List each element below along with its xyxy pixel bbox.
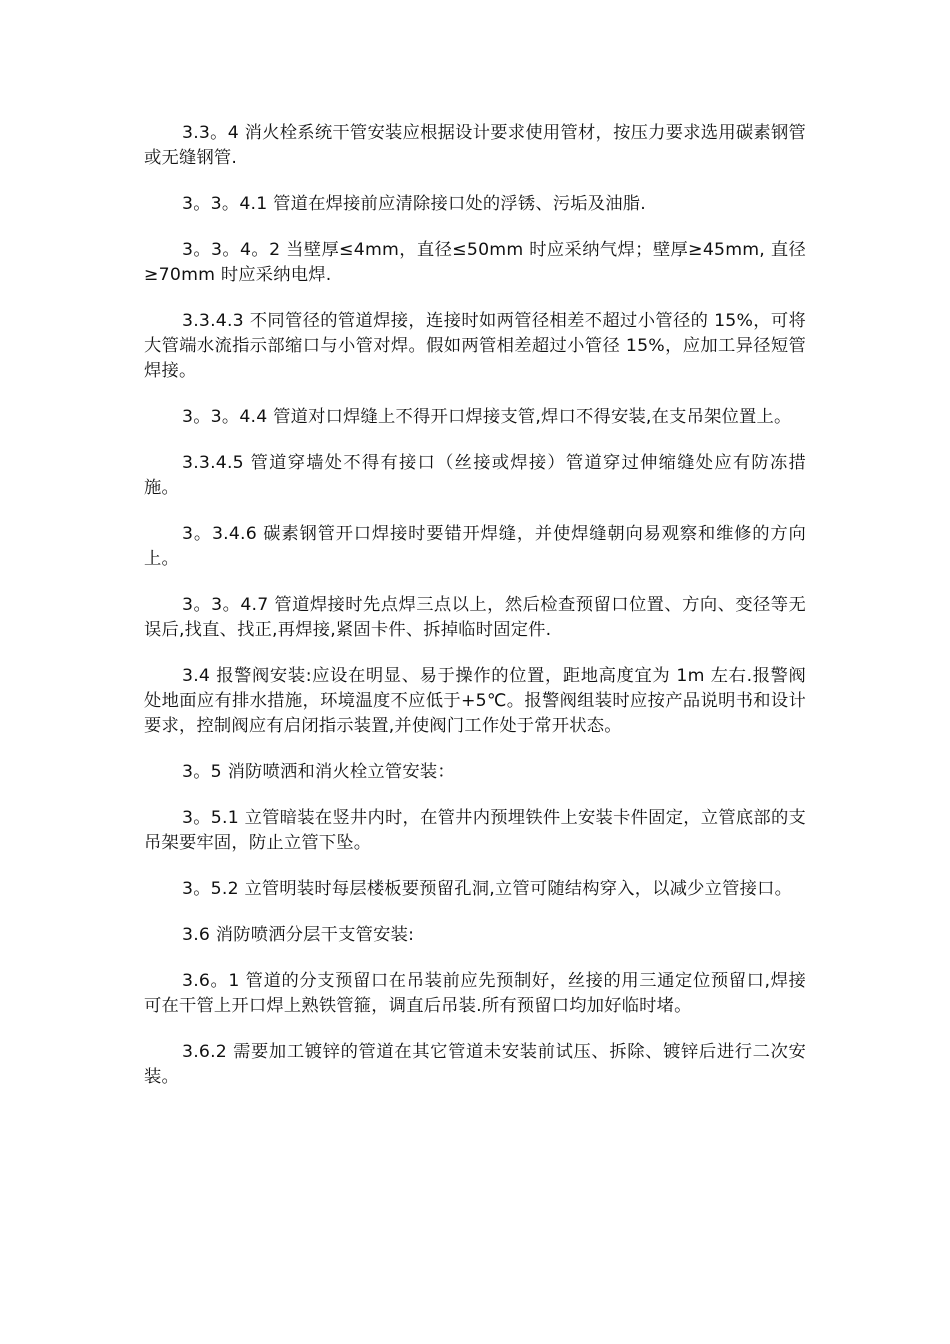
paragraph-3-5-1: 3。5.1 立管暗装在竖井内时，在管井内预埋铁件上安装卡件固定，立管底部的支吊架要牢固，防止立管下坠。 bbox=[144, 808, 806, 853]
paragraph-3-4: 3.4 报警阀安装:应设在明显、易于操作的位置，距地高度宜为 1m 左右.报警阀处地面应有排水措施，环境温度不应低于+5℃。报警阀组装时应按产品说明书和设计要求，控制阀应有启闭指示装置,并使阀门工作处于常开状态。 bbox=[144, 666, 806, 736]
paragraph-3-3-4-7: 3。3。4.7 管道焊接时先点焊三点以上，然后检查预留口位置、方向、变径等无误后,找直、找正,再焊接,紧固卡件、拆掉临时固定件. bbox=[144, 595, 806, 640]
paragraph-3-3-4-1: 3。3。4.1 管道在焊接前应清除接口处的浮锈、污垢及油脂. bbox=[182, 194, 646, 214]
paragraph-3-3-4: 3.3。4 消火栓系统干管安装应根据设计要求使用管材，按压力要求选用碳素钢管或无缝钢管. bbox=[144, 123, 806, 168]
paragraph-3-3-4-3: 3.3.4.3 不同管径的管道焊接，连接时如两管径相差不超过小管径的 15%，可将大管端水流指示部缩口与小管对焊。假如两管相差超过小管径 15%，应加工异径短管焊接。 bbox=[144, 311, 806, 381]
paragraph-3-6-2: 3.6.2 需要加工镀锌的管道在其它管道未安装前试压、拆除、镀锌后进行二次安装。 bbox=[144, 1042, 806, 1087]
document-body bbox=[144, 121, 806, 1111]
paragraph-3-6: 3.6 消防喷洒分层干支管安装: bbox=[182, 925, 415, 945]
paragraph-3-6-1: 3.6。1 管道的分支预留口在吊装前应先预制好，丝接的用三通定位预留口,焊接可在干管上开口焊上熟铁管箍，调直后吊装.所有预留口均加好临时堵。 bbox=[144, 971, 806, 1016]
paragraph-3-5: 3。5 消防喷洒和消火栓立管安装： bbox=[182, 762, 455, 782]
paragraph-3-5-2: 3。5.2 立管明装时每层楼板要预留孔洞,立管可随结构穿入，以减少立管接口。 bbox=[182, 879, 793, 899]
paragraph-3-3-4-5: 3.3.4.5 管道穿墙处不得有接口（丝接或焊接）管道穿过伸缩缝处应有防冻措施。 bbox=[144, 453, 806, 498]
paragraph-3-3-4-2: 3。3。4。2 当壁厚≤4mm，直径≤50mm 时应采纳气焊；壁厚≥45mm, 直径≥70mm 时应采纳电焊. bbox=[144, 240, 806, 285]
paragraph-3-3-4-6: 3。3.4.6 碳素钢管开口焊接时要错开焊缝，并使焊缝朝向易观察和维修的方向上。 bbox=[144, 524, 806, 569]
paragraph-3-3-4-4: 3。3。4.4 管道对口焊缝上不得开口焊接支管,焊口不得安装,在支吊架位置上。 bbox=[182, 407, 792, 427]
